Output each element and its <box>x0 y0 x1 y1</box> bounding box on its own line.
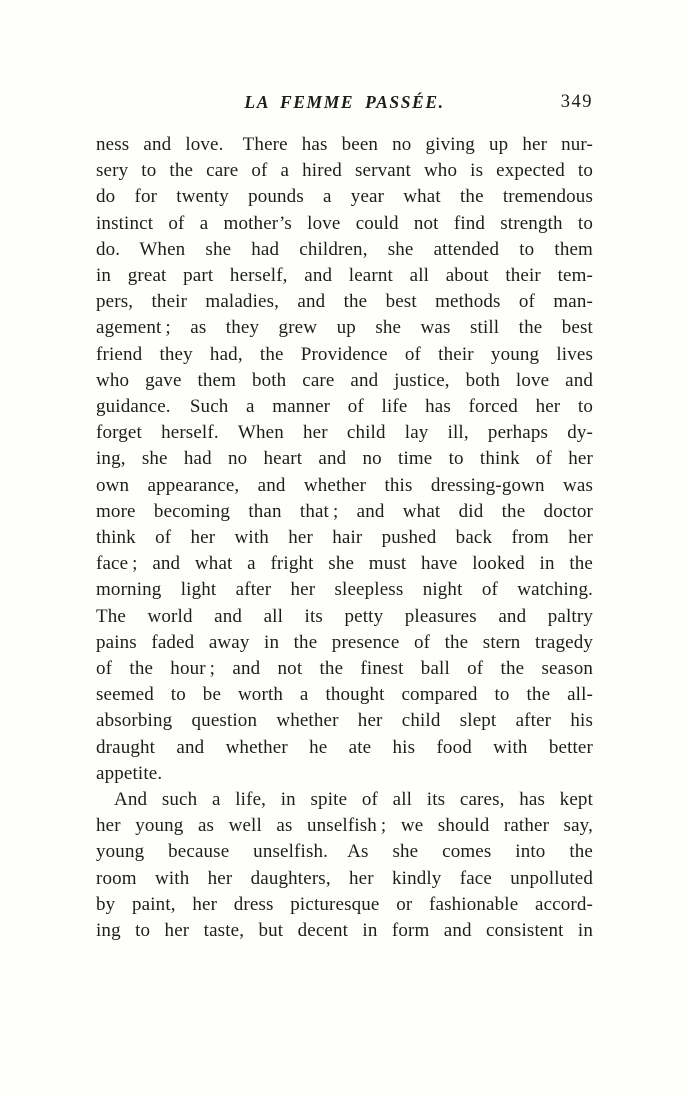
text-line: face ; and what a fright she must have looked in the <box>96 553 593 575</box>
text-line: sery to the care of a hired servant who is expected to <box>96 160 593 182</box>
text-line: And such a life, in spite of all its cares, has kept <box>114 789 593 811</box>
text-line: ing, she had no heart and no time to think of her <box>96 448 593 470</box>
text-line: do. When she had children, she attended to them <box>96 238 593 260</box>
text-line: of the hour ; and not the finest ball of the season <box>96 658 593 680</box>
text-line: room with her daughters, her kindly face unpolluted <box>96 867 593 889</box>
text-line: who gave them both care and justice, both love and <box>96 369 593 391</box>
text-line: pers, their maladies, and the best methods of man- <box>96 291 593 313</box>
body-text <box>96 132 593 944</box>
text-line: pains faded away in the presence of the stern tragedy <box>96 631 593 653</box>
text-line: The world and all its petty pleasures and paltry <box>96 605 593 627</box>
page-number: 349 <box>560 92 593 112</box>
text-line: friend they had, the Providence of their young lives <box>96 343 593 365</box>
text-line: appetite. <box>96 762 163 784</box>
text-line: do for twenty pounds a year what the tremendous <box>96 186 593 208</box>
text-line: her young as well as unselfish ; we should rather say, <box>96 815 593 837</box>
text-line: guidance. Such a manner of life has forced her to <box>96 396 593 418</box>
text-line: morning light after her sleepless night of watching. <box>96 579 593 601</box>
text-line: by paint, her dress picturesque or fashionable accord- <box>96 893 593 915</box>
text-line: think of her with her hair pushed back from her <box>96 527 593 549</box>
header-title: LA FEMME PASSÉE. <box>244 92 445 112</box>
text-line: instinct of a mother’s love could not find strength to <box>96 212 593 234</box>
text-line: more becoming than that ; and what did the doctor <box>96 500 593 522</box>
text-line: ness and love. There has been no giving up her nur- <box>96 134 593 155</box>
running-header <box>96 92 593 118</box>
text-line: seemed to be worth a thought compared to the all- <box>96 684 593 706</box>
text-line: forget herself. When her child lay ill, perhaps dy- <box>96 422 593 444</box>
text-line: absorbing question whether her child slept after his <box>96 710 593 732</box>
text-line: in great part herself, and learnt all about their tem- <box>96 265 593 287</box>
text-line: draught and whether he ate his food with better <box>96 736 593 758</box>
text-line: agement ; as they grew up she was still the best <box>96 317 593 339</box>
text-line: own appearance, and whether this dressing-gown was <box>96 474 593 496</box>
text-line: young because unselfish. As she comes into the <box>96 841 593 863</box>
text-line: ing to her taste, but decent in form and consistent in <box>96 920 593 942</box>
